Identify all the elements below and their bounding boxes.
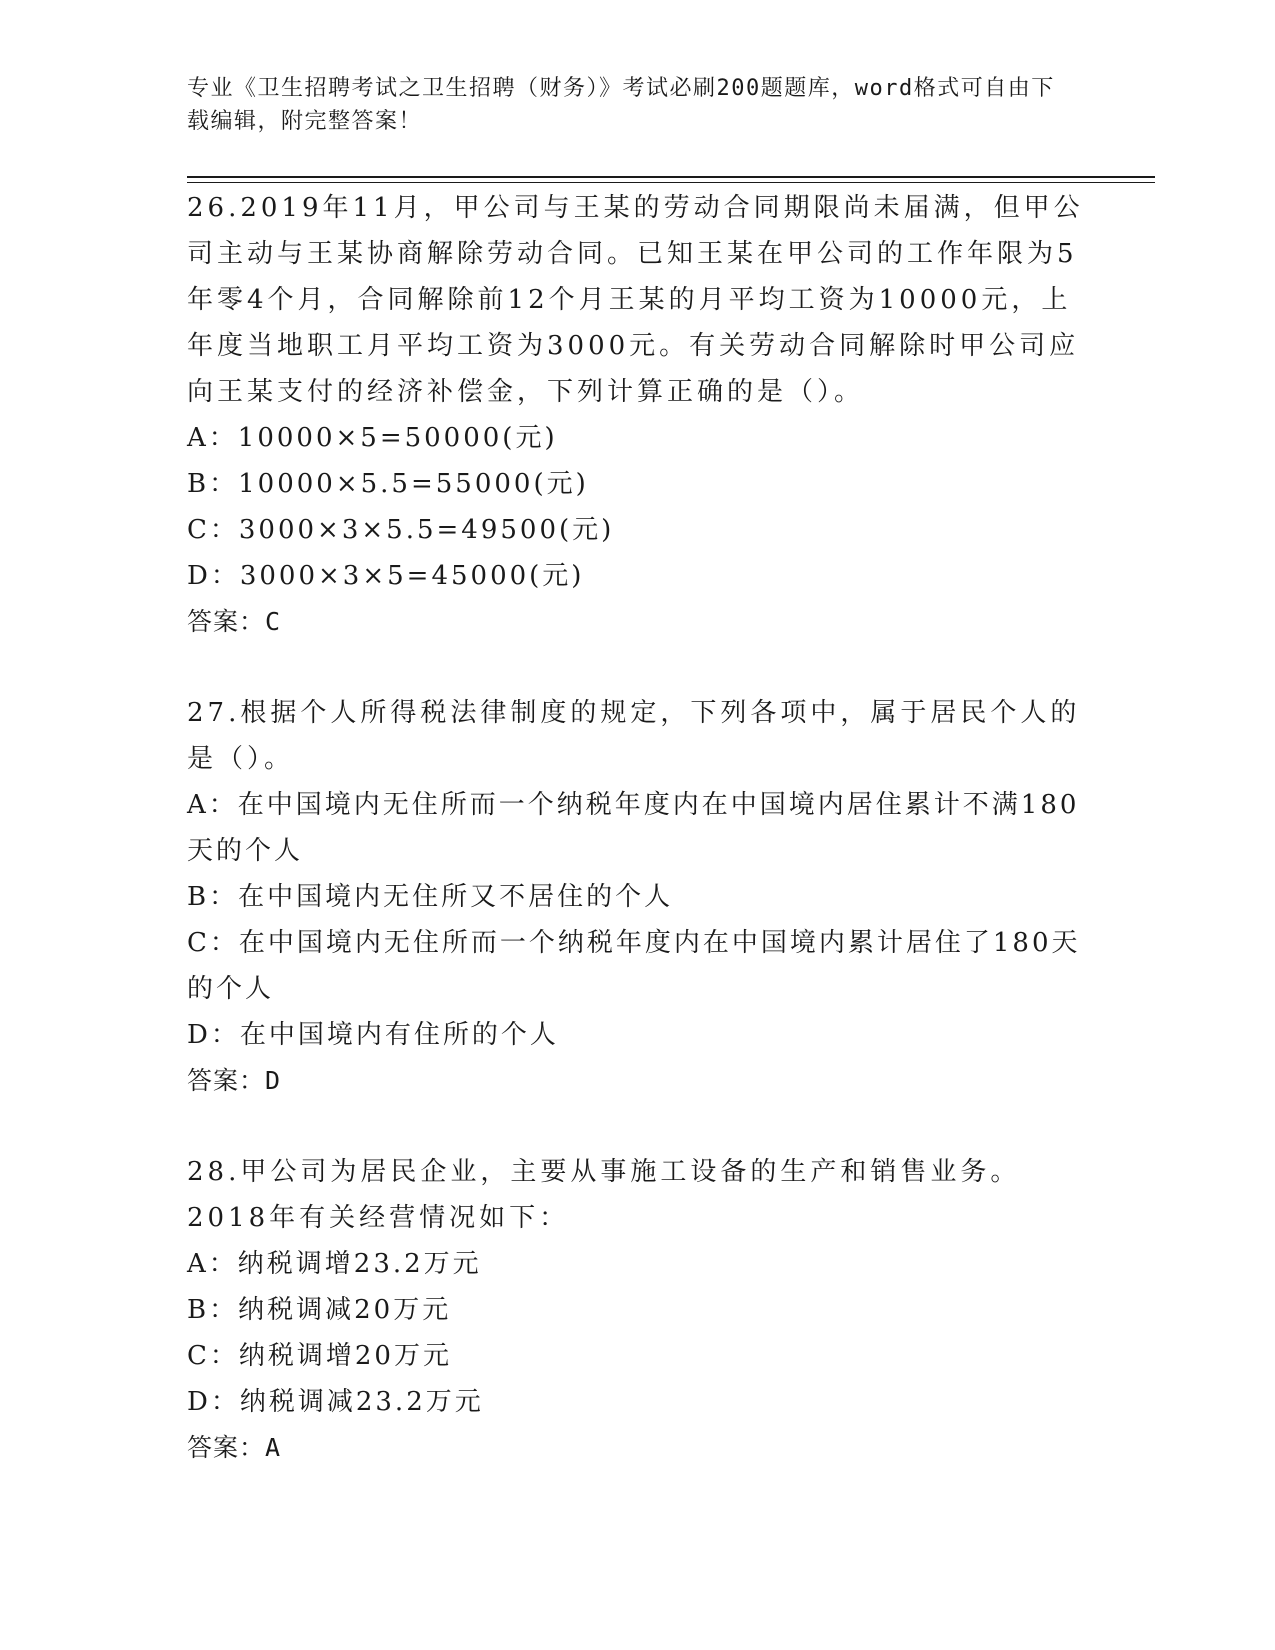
answer-line: 答案：C (187, 607, 282, 636)
question-stem: 26.2019年11月，甲公司与王某的劳动合同期限尚未届满，但甲公司主动与王某协商解除劳动合同。已知王某在甲公司的工作年限为5年零4个月，合同解除前12个月王某的月平均工资为10000元，上年度当地职工月平均工资为3000元。有关劳动合同解除时甲公司应向王某支付的经济补偿金，下列计算正确的是（）。 (187, 193, 1084, 407)
question-list (187, 185, 1087, 1516)
header-divider-thick (187, 176, 1155, 178)
question-28 (187, 1149, 1087, 1471)
option-d: D：在中国境内有住所的个人 (187, 1020, 559, 1050)
option-a: A：10000×5=50000(元) (187, 423, 558, 453)
option-c: C：纳税调增20万元 (187, 1341, 452, 1371)
answer-line: 答案：D (187, 1066, 282, 1095)
document-header: 专业《卫生招聘考试之卫生招聘（财务）》考试必刷200题题库，word格式可自由下载编辑，附完整答案！ (187, 76, 1055, 134)
option-d: D：纳税调减23.2万元 (187, 1387, 484, 1417)
option-d: D：3000×3×5=45000(元) (187, 561, 585, 591)
option-c: C：3000×3×5.5=49500(元) (187, 515, 615, 545)
option-b: B：10000×5.5=55000(元) (187, 469, 589, 499)
header-divider-thin (187, 182, 1155, 183)
option-a: A：纳税调增23.2万元 (187, 1249, 482, 1279)
option-b: B：纳税调减20万元 (187, 1295, 452, 1325)
question-stem: 27.根据个人所得税法律制度的规定，下列各项中，属于居民个人的是（）。 (187, 698, 1081, 774)
option-b: B：在中国境内无住所又不居住的个人 (187, 882, 674, 912)
question-26 (187, 185, 1087, 645)
question-27 (187, 690, 1087, 1104)
option-a: A：在中国境内无住所而一个纳税年度内在中国境内居住累计不满180天的个人 (187, 790, 1080, 866)
option-c: C：在中国境内无住所而一个纳税年度内在中国境内累计居住了180天的个人 (187, 928, 1081, 1004)
question-stem: 28.甲公司为居民企业，主要从事施工设备的生产和销售业务。2018年有关经营情况如下： (187, 1157, 1021, 1233)
answer-line: 答案：A (187, 1433, 282, 1462)
